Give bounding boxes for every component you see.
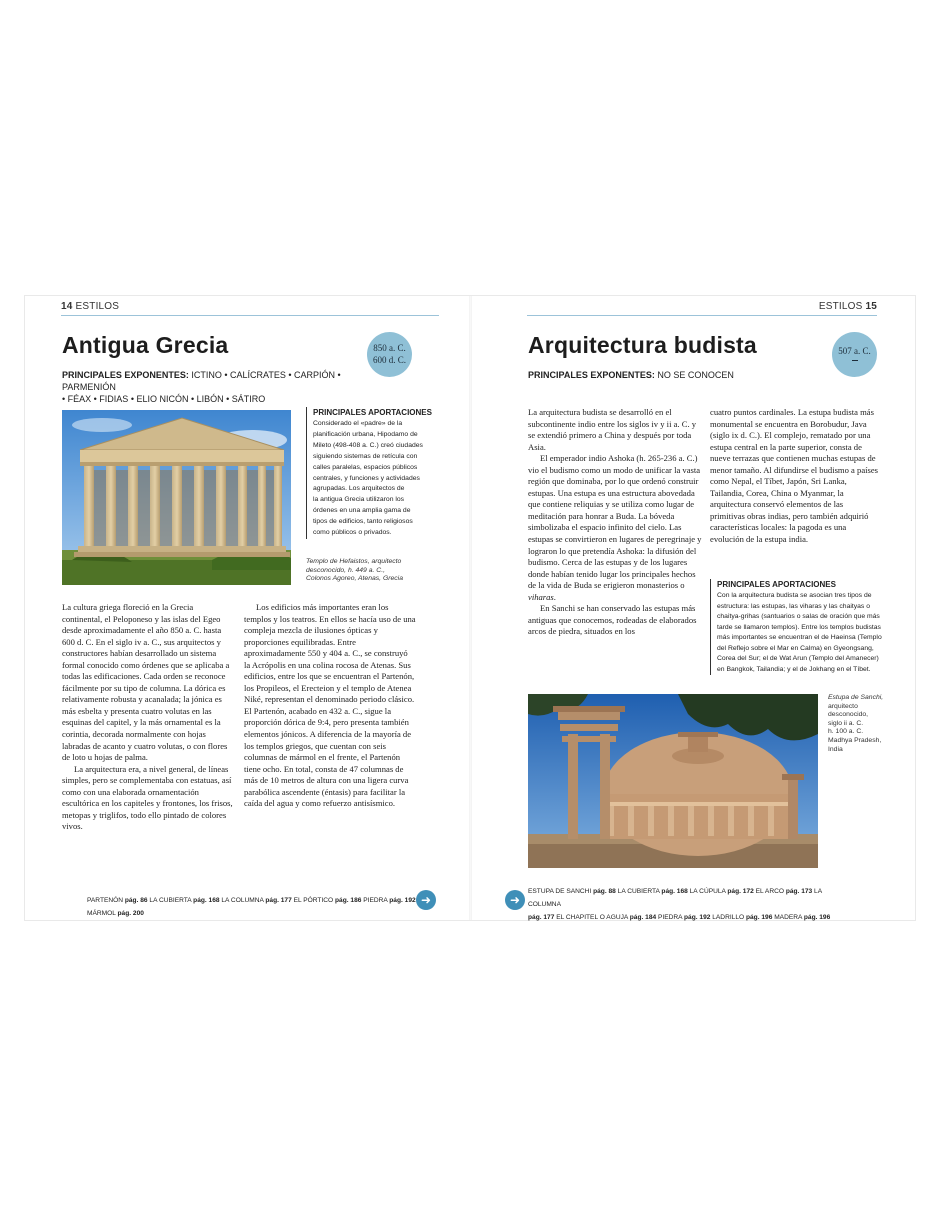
body-paragraph: La arquitectura budista se desarrolló en el subcontinente indio entre los siglos iv y ii a. C. y se extendió primero a China y después por toda Asia. bbox=[528, 407, 697, 452]
right-contributions-title: PRINCIPALES APORTACIONES bbox=[717, 580, 836, 589]
left-body-column-1 bbox=[62, 602, 234, 833]
left-contrib-line: agrupadas. Los arquitectos de bbox=[313, 485, 405, 493]
right-cross-references[interactable] bbox=[528, 885, 838, 924]
right-page-title: Arquitectura budista bbox=[528, 332, 757, 358]
left-page-title: Antigua Grecia bbox=[62, 332, 229, 358]
right-contrib-line: Corea del Sur; el de Wat Arun (Templo del Amanecer) bbox=[717, 655, 879, 662]
left-body-column-2 bbox=[244, 602, 416, 810]
right-page-number: 15 bbox=[865, 301, 877, 312]
right-contrib-line: más importantes se encuentran el de Haeinsa (Templo bbox=[717, 634, 882, 641]
left-contributions-box bbox=[306, 407, 443, 539]
caption-line: desconocido, bbox=[828, 711, 869, 719]
right-exponents bbox=[528, 369, 828, 381]
date-dash bbox=[852, 360, 858, 361]
caption-line: Colonos Agoreo, Atenas, Grecia bbox=[306, 575, 403, 583]
left-xref-text[interactable]: PARTENÓN pág. 86 LA CUBIERTA pág. 168 LA COLUMNA pág. 177 EL PÓRTICO pág. 186 PIEDRA pág. 192 MÁRMOL pág. 200 bbox=[87, 897, 416, 917]
left-running-head bbox=[61, 301, 119, 312]
caption-line: Estupa de Sanchi, bbox=[828, 694, 884, 701]
left-exponents-line2: • FÉAX • FIDIAS • ELIO NICÓN • LIBÓN • SÁTIRO bbox=[62, 394, 266, 404]
right-contrib-line: del Reflejo sobre el Mar en Calma) en Gyeongsang, bbox=[717, 644, 874, 652]
right-xref-line1[interactable]: ESTUPA DE SANCHI pág. 88 LA CUBIERTA pág. 168 LA CÚPULA pág. 172 EL ARCO pág. 173 LA COLUMNA bbox=[528, 888, 822, 908]
right-body-column-1 bbox=[528, 407, 703, 638]
right-contrib-line: chaitya-grihas (santuarios o salas de oración que más bbox=[717, 613, 880, 620]
left-contrib-line: siguiendo sistemas de retícula con bbox=[313, 452, 418, 460]
right-contributions-box bbox=[710, 579, 885, 675]
left-date-badge bbox=[367, 332, 412, 377]
left-exponents-label: PRINCIPALES EXPONENTES: bbox=[62, 370, 189, 380]
right-contrib-line: estructura: las estupas, las viharas y las chaityas o bbox=[717, 602, 870, 610]
left-contrib-line: tipos de edificios, tanto religiosos bbox=[313, 518, 413, 526]
left-date-end: 600 d. C. bbox=[372, 354, 406, 365]
right-contrib-line: Con la arquitectura budista se asocian tres tipos de bbox=[717, 592, 872, 599]
right-date-badge bbox=[832, 332, 877, 377]
caption-line: India bbox=[828, 745, 843, 753]
caption-line: h. 100 a. C. bbox=[828, 728, 864, 736]
caption-line: Madhya Pradesh, bbox=[828, 736, 882, 744]
temple-of-hephaestus-photo bbox=[62, 410, 291, 585]
left-contrib-line: centrales, y funciones y actividades bbox=[313, 474, 420, 482]
left-contrib-line: como públicos o privados. bbox=[313, 529, 392, 537]
sanchi-stupa-photo bbox=[528, 694, 818, 868]
body-paragraph: La cultura griega floreció en la Grecia continental, el Peloponeso y las islas del Egeo desde aproximadamente el año 850 a. C. hasta 600 d. C. En el siglo iv a. C., sus arquitectos y constructores habían desarrollado un sistema formal conocido como órdenes que se aplicaba a todas las edificaciones. Cada orden se reconoce fácilmente por su tipo de columna. La dórica es relativamente robusta y acanalada; la jónica es más esbelta y presenta cuatro volutas en las esquinas del capitel, y la más ornamental es la corintia, decorada normalmente con hojas labradas de acanto y cuatro volutas, o con flores de loto u hojas de palma. bbox=[62, 602, 230, 763]
left-date-start: 850 a. C. bbox=[373, 343, 406, 354]
right-exponents-line1: NO SE CONOCEN bbox=[657, 370, 734, 380]
right-contrib-line: en Bangkok, Tailandia; y el de Jokhang en el Tíbet. bbox=[717, 665, 871, 673]
left-section-name: ESTILOS bbox=[75, 301, 120, 312]
left-contrib-line: órdenes en una amplia gama de bbox=[313, 507, 411, 515]
right-running-head bbox=[819, 301, 877, 312]
left-contrib-line: Considerado el «padre» de la bbox=[313, 420, 403, 427]
left-header-rule bbox=[61, 315, 439, 316]
arrow-right-icon[interactable]: ➜ bbox=[416, 890, 436, 910]
right-xref-line2[interactable]: pág. 177 EL CHAPITEL O AGUJA pág. 184 PIEDRA pág. 192 LADRILLO pág. 196 MADERA pág. 196 bbox=[528, 914, 831, 921]
arrow-right-icon[interactable]: ➜ bbox=[505, 890, 525, 910]
right-exponents-label: PRINCIPALES EXPONENTES: bbox=[528, 370, 655, 380]
caption-line: arquitecto bbox=[828, 702, 858, 710]
left-photo-caption bbox=[306, 558, 426, 584]
book-spread bbox=[25, 296, 915, 920]
body-paragraph: cuatro puntos cardinales. La estupa budista más monumental se encuentra en Borobudur, Java (siglo ix d. C.). El complejo, rematado por una estupa central en la parte superior, consta de nueve terrazas que contienen muchas estupas de menor tamaño. Al difundirse el budismo a países como Nepal, el Tíbet, Japón, Sri Lanka, Tailandia, Corea, China o Myanmar, la arquitectura conservó elementos de las primitivas obras indias, pero también adquirió características locales: la pagoda es una evolución de la estupa india. bbox=[710, 407, 879, 545]
body-paragraph: La arquitectura era, a nivel general, de líneas simples, pero se complementaba con estatuas, así como con una elaborada ornamentación escultórica en los capiteles y frontones, los frisos, metopas y triglifos, todo ello pintado de colores vivos. bbox=[62, 763, 233, 832]
body-paragraph: Los edificios más importantes eran los templos y los teatros. En ellos se hacía uso de una compleja mezcla de ilusiones ópticas y proporciones equilibradas. Entre aproximadamente 550 y 404 a. C., se construyó la Acrópolis en una colina rocosa de Atenas. Sus edificios, entre los que se encuentran el Partenón, los Propileos, el Erecteion y el templo de Atenea Niké, representan el denominado periodo clásico. El Partenón, acabado en 432 a. C., sigue la proporción dórica de 9:4, pero presenta también elementos jónicos. A diferencia de la mayoría de los templos griegos, que cuentan con seis columnas de mármol en el frente, el Partenón tiene ocho. En total, consta de 47 columnas de más de 10 metros de altura con una ligera curva parabólica ascendente (éntasis) para facilitar la caída del agua y como refuerzo antisísmico. bbox=[244, 602, 416, 809]
left-contrib-line: planificación urbana, Hipodamo de bbox=[313, 430, 418, 438]
left-contrib-line: la antigua Grecia utilizaron los bbox=[313, 496, 405, 504]
left-cross-references[interactable] bbox=[87, 894, 417, 920]
left-exponents-line1: ICTINO • CALÍCRATES • CARPIÓN • PARMENIÓN bbox=[62, 370, 341, 392]
left-page-number: 14 bbox=[61, 301, 73, 312]
body-paragraph: En Sanchi se han conservado las estupas más antiguas que conocemos, rodeadas de elaborados arcos de piedra, situados en los bbox=[528, 603, 697, 637]
right-body-column-2 bbox=[710, 407, 880, 546]
right-page bbox=[470, 296, 915, 920]
left-contrib-line: Mileto (498-408 a. C.) creó ciudades bbox=[313, 441, 423, 449]
right-header-rule bbox=[527, 315, 877, 316]
left-page bbox=[25, 296, 470, 920]
left-contributions-title: PRINCIPALES APORTACIONES bbox=[313, 408, 432, 417]
body-paragraph: El emperador indio Ashoka (h. 265-236 a. C.) vio el budismo como un modo de unificar la vasta región que dominaba, por lo que ordenó construir estupas. Una estupa es una estructura abovedada que contiene reliquias y se utiliza como lugar de meditación para honrar a Buda. La bóveda simbolizaba el espacio infinito del cielo. Las estupas se convirtieron en lugares de peregrinaje y lograron lo que pretendía Ashoka: la difusión del budismo. Cerca de las estupas y de los lugares donde habían tenido lugar los principales hechos de la vida de Buda se erigieron monasterios o viharas. bbox=[528, 453, 702, 602]
left-contrib-line: calles paralelas, espacios públicos bbox=[313, 463, 418, 471]
left-exponents bbox=[62, 369, 362, 405]
right-section-name: ESTILOS bbox=[818, 301, 863, 312]
right-photo-caption bbox=[828, 694, 898, 754]
right-contrib-line: tarde se llamaron templos). Entre los templos budistas bbox=[717, 623, 881, 631]
caption-line: desconocido, h. 449 a. C., bbox=[306, 566, 385, 574]
caption-line: siglo ii a. C. bbox=[828, 719, 864, 727]
right-date-start: 507 a. C. bbox=[838, 346, 871, 357]
caption-line: Templo de Hefaistos, arquitecto bbox=[306, 558, 402, 565]
